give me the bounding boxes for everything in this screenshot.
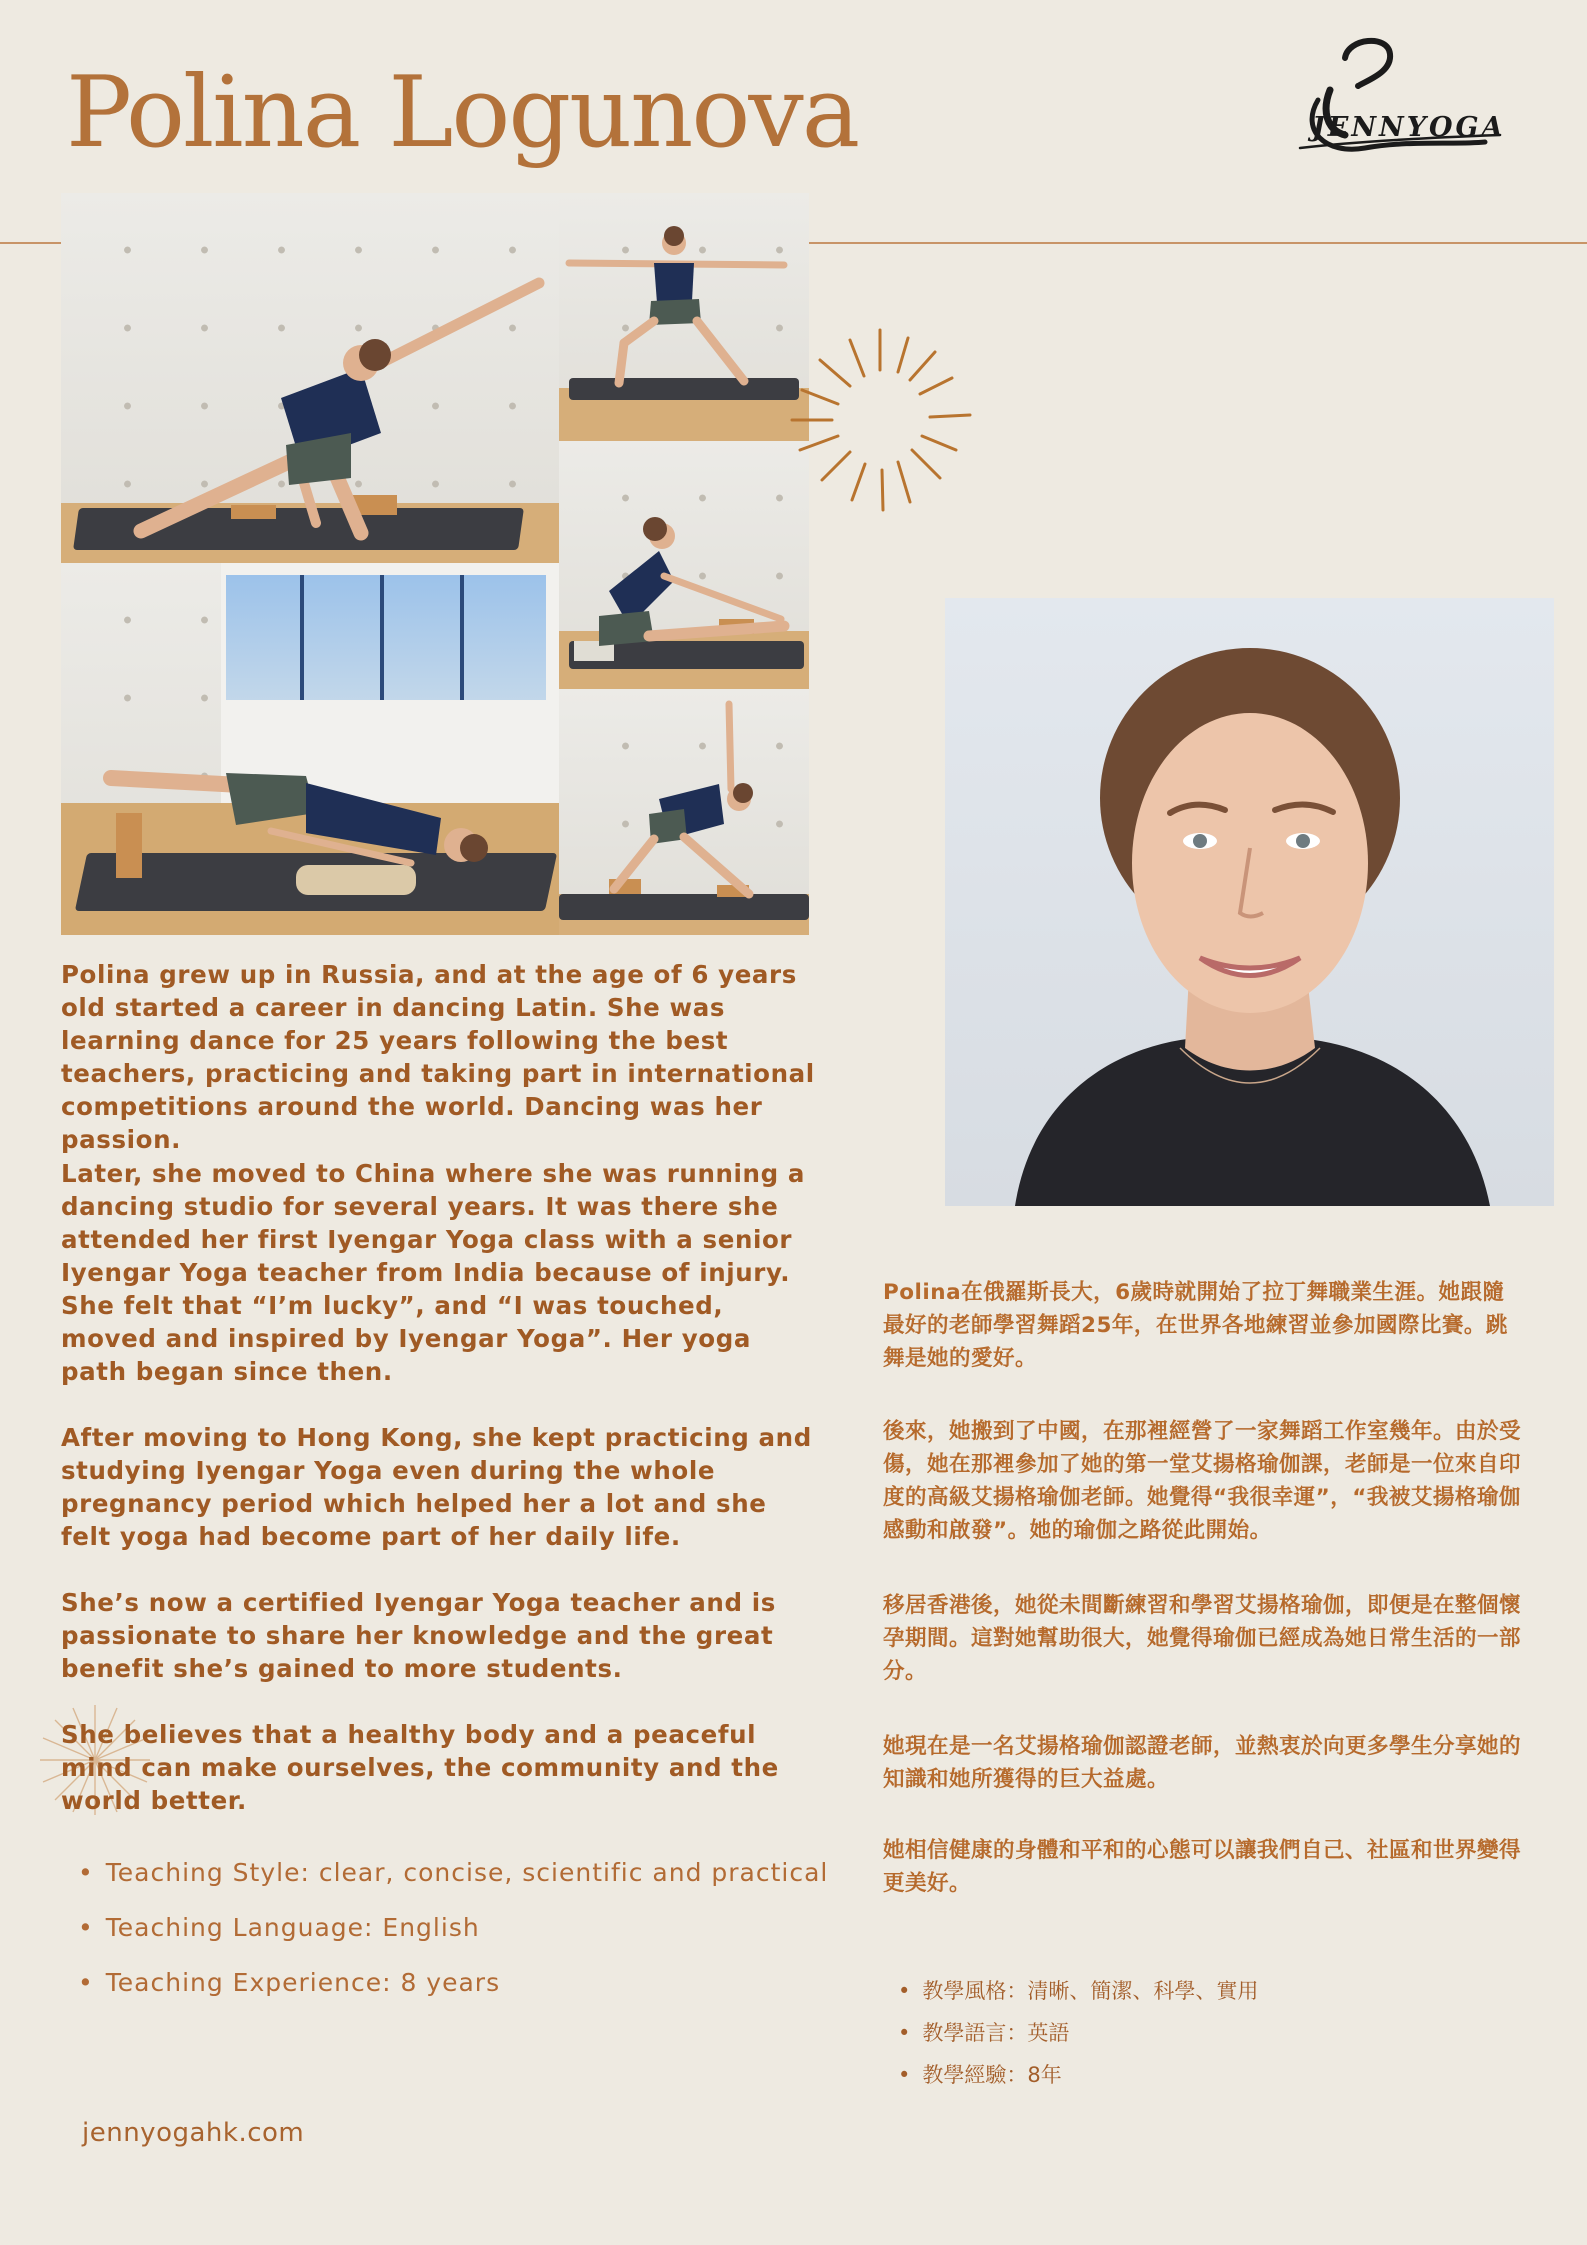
bio-en-paragraph-5: She believes that a healthy body and a peaceful mind can make ourselves, the community and the world better. bbox=[61, 1720, 779, 1815]
page-title: Polina Logunova bbox=[66, 56, 859, 170]
bio-zh-paragraph-2: 後來，她搬到了中國，在那裡經營了一家舞蹈工作室幾年。由於受傷，她在那裡參加了她的第一堂艾揚格瑜伽課，老師是一位來自印度的高級艾揚格瑜伽老師。她覺得“我很幸運”，“我被艾揚格瑜伽感動和啟發”。她的瑜伽之路從此開始。 bbox=[883, 1419, 1522, 1543]
bio-zh-paragraph-3: 移居香港後，她從未間斷練習和學習艾揚格瑜伽，即便是在整個懷孕期間。這對她幫助很大，她覺得瑜伽已經成為她日常生活的一部分。 bbox=[883, 1593, 1522, 1684]
photo-triangle-pose bbox=[559, 689, 809, 935]
bio-zh-paragraph-1: Polina在俄羅斯長大，6歲時就開始了拉丁舞職業生涯。她跟隨最好的老師學習舞蹈25年，在世界各地練習並參加國際比賽。跳舞是她的愛好。 bbox=[883, 1280, 1508, 1371]
teaching-details-zh bbox=[898, 1970, 1258, 2096]
bio-en-paragraph-4: She’s now a certified Iyengar Yoga teacher and is passionate to share her knowledge and the great benefit she’s gained to more students. bbox=[61, 1588, 776, 1683]
bio-en-paragraph-2: Later, she moved to China where she was running a dancing studio for several years. It was there she attended her first Iyengar Yoga class with a senior Iyengar Yoga teacher from India because of injury. She felt that “I’m lucky”, and “I was touched, moved and inspired by Iyengar Yoga”. Her yoga path began since then. bbox=[61, 1159, 805, 1386]
list-item: • 教學語言：英語 bbox=[898, 2012, 1258, 2054]
photo-supported-bridge bbox=[61, 563, 559, 935]
photo-warrior-pose bbox=[559, 193, 809, 441]
logo-text: JENNYOGA bbox=[1312, 112, 1506, 143]
sunburst-decoration bbox=[780, 320, 980, 520]
bio-en-paragraph-3: After moving to Hong Kong, she kept practicing and studying Iyengar Yoga even during the whole pregnancy period which helped her a lot and she felt yoga had become part of her daily life. bbox=[61, 1423, 812, 1551]
jennyoga-logo bbox=[1270, 30, 1515, 165]
bio-zh-paragraph-5: 她相信健康的身體和平和的心態可以讓我們自己、社區和世界變得更美好。 bbox=[883, 1838, 1522, 1896]
list-item: • Teaching Style: clear, concise, scientific and practical bbox=[78, 1845, 828, 1900]
portrait-photo bbox=[945, 598, 1554, 1206]
photo-collage bbox=[61, 193, 809, 935]
bio-en-paragraph-1: Polina grew up in Russia, and at the age of 6 years old started a career in dancing Latin. She was learning dance for 25 years following the best teachers, practicing and taking part in international competitions around the world. Dancing was her passion. bbox=[61, 960, 815, 1154]
website-link[interactable]: jennyogahk.com bbox=[82, 2118, 305, 2148]
teaching-details-en bbox=[78, 1845, 828, 2010]
list-item: • 教學風格：清晰、簡潔、科學、實用 bbox=[898, 1970, 1258, 2012]
photo-side-angle-pose bbox=[61, 193, 559, 563]
list-item: • Teaching Experience: 8 years bbox=[78, 1955, 828, 2010]
list-item: • 教學經驗：8年 bbox=[898, 2054, 1258, 2096]
list-item: • Teaching Language: English bbox=[78, 1900, 828, 1955]
photo-forward-bend bbox=[559, 441, 809, 689]
bio-zh-paragraph-4: 她現在是一名艾揚格瑜伽認證老師，並熱衷於向更多學生分享她的知識和她所獲得的巨大益處。 bbox=[883, 1734, 1522, 1792]
